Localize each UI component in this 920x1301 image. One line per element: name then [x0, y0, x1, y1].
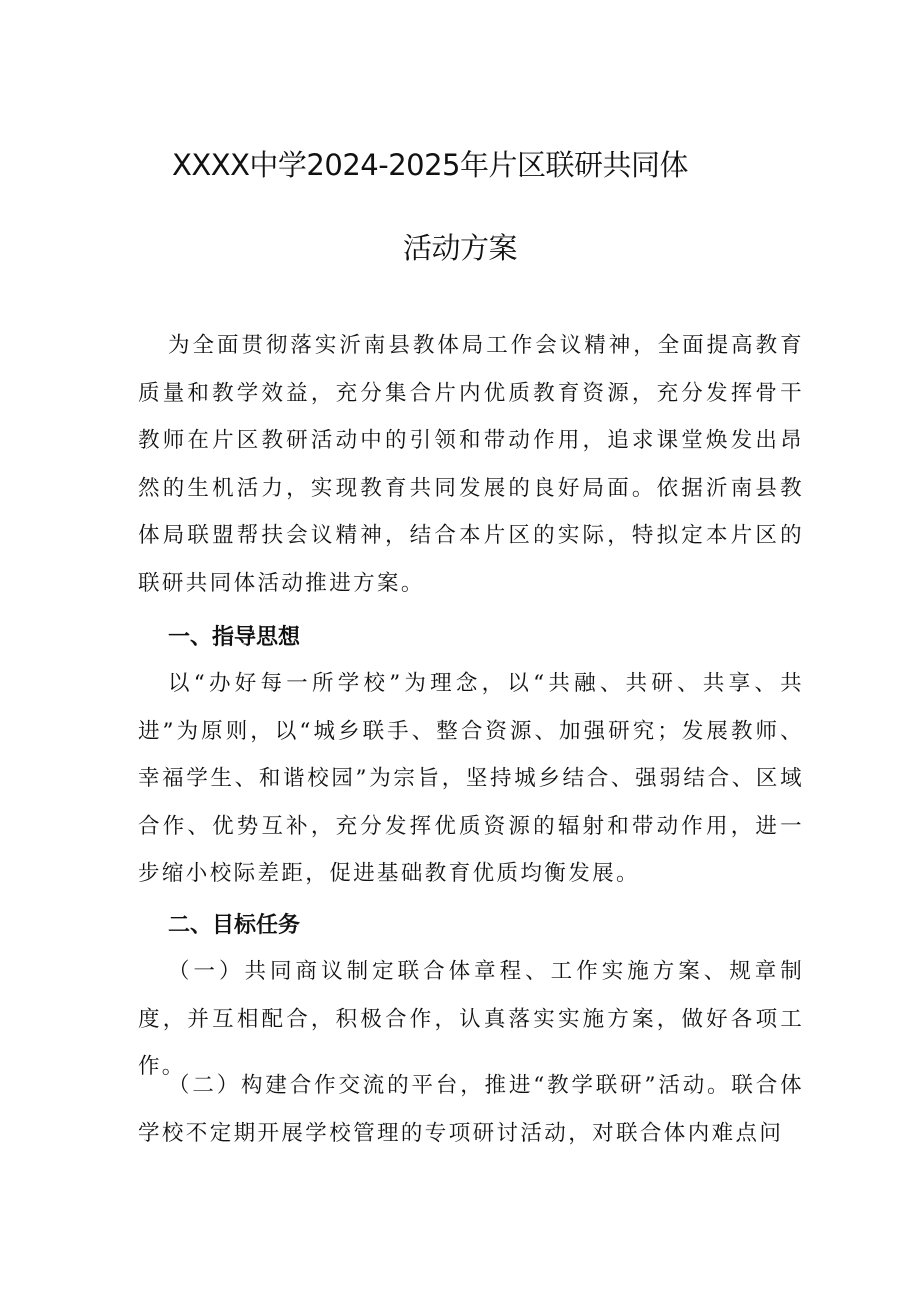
task-paragraph-2: （二）构建合作交流的平台，推进“教学联研”活动。联合体学校不定期开展学校管理的专项研讨活动，对联合体内难点问: [138, 1073, 804, 1146]
document-title-line-2: 活动方案: [402, 231, 517, 265]
section-heading-goals-tasks: 二、目标任务: [168, 913, 301, 938]
task-paragraph-1: （一）共同商议制定联合体章程、工作实施方案、规章制度，并互相配合，积极合作，认真落实实施方案，做好各项工作。: [138, 959, 804, 1079]
section-heading-guiding-ideology: 一、指导思想: [168, 625, 301, 650]
document-title-line-1: XXXX中学2024-2025年片区联研共同体: [171, 148, 689, 182]
intro-paragraph: 为全面贯彻落实沂南县教体局工作会议精神，全面提高教育质量和教学效益，充分集合片内优质教育资源，充分发挥骨干教师在片区教研活动中的引领和带动作用，追求课堂焕发出昂然的生机活力，实现教育共同发展的良好局面。依据沂南县教体局联盟帮扶会议精神，结合本片区的实际，特拟定本片区的联研共同体活动推进方案。: [138, 333, 804, 596]
guiding-ideology-paragraph: 以“办好每一所学校”为理念，以“共融、共研、共享、共进”为原则，以“城乡联手、整合资源、加强研究；发展教师、幸福学生、和谐校园”为宗旨，坚持城乡结合、强弱结合、区域合作、优势互补，充分发挥优质资源的辐射和带动作用，进一步缩小校际差距，促进基础教育优质均衡发展。: [138, 671, 804, 886]
